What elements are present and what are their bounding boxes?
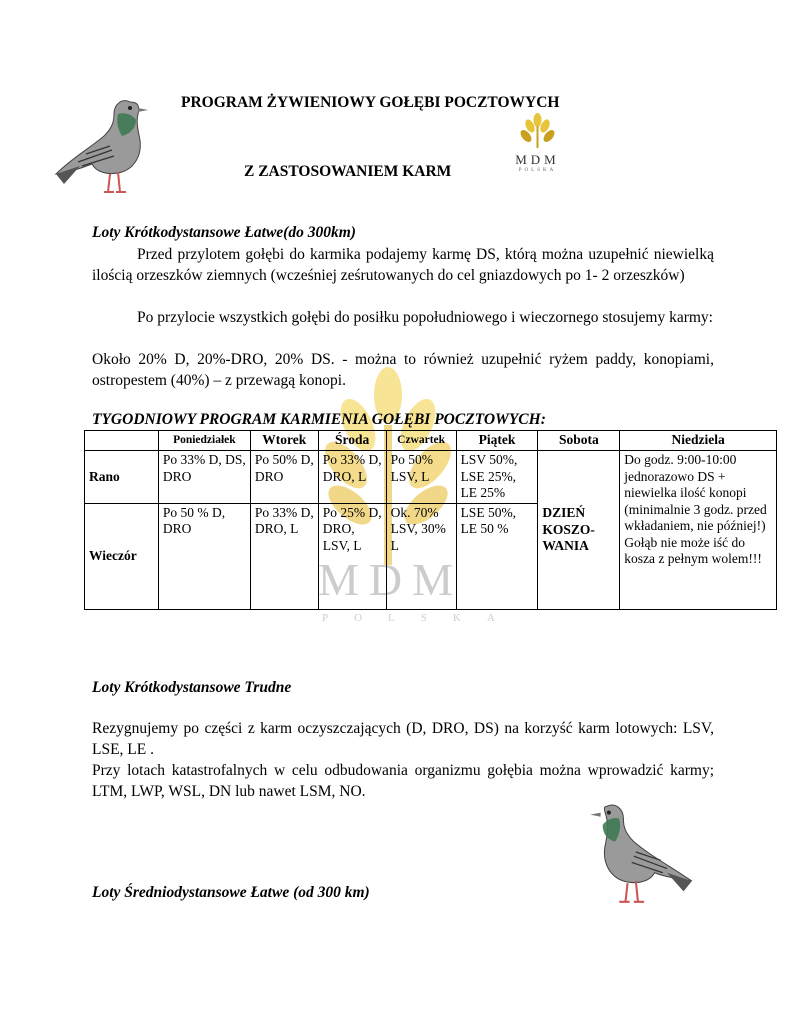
cell-wednesday-morning: Po 33% D, DRO, L xyxy=(318,451,386,504)
row-label-evening: Wieczór xyxy=(85,503,159,609)
cell-saturday-basketing: DZIEŃ KOSZO-WANIA xyxy=(538,451,620,610)
table-row-morning xyxy=(85,451,777,504)
logo-country: POLSKA xyxy=(518,168,557,173)
header-empty xyxy=(85,431,159,451)
paragraph-before-arrival: Przed przylotem gołębi do karmika podajemy karmę DS, którą można uzupełnić niewielką ilością orzeszków ziemnych (wcześniej ześrutowanych do cel gniazdowych po 1- 2 orzeszków) xyxy=(92,246,714,284)
paragraph-cleansing-feeds: Rezygnujemy po części z karm oczyszczających (D, DRO, DS) na korzyść karm lotowych: LSV, LSE, LE . xyxy=(92,720,714,758)
table-heading: TYGODNIOWY PROGRAM KARMIENIA GOŁĘBI POCZTOWYCH: xyxy=(92,411,546,428)
header-day: Niedziela xyxy=(620,431,777,451)
cell-thursday-morning: Po 50% LSV, L xyxy=(386,451,456,504)
cell-sunday: Do godz. 9:00-10:00 jednorazowo DS + niewielka ilość konopi (minimalnie 3 godz. przed wkładaniem, nie później!) Gołąb nie może iść do kosza z pełnym wolem!!! xyxy=(620,451,777,610)
mdm-logo xyxy=(510,112,565,178)
logo-brand: MDM xyxy=(515,152,560,167)
row-label-morning: Rano xyxy=(85,451,159,504)
watermark-country: POLSKA xyxy=(322,612,521,624)
cell-friday-morning: LSV 50%, LSE 25%, LE 25% xyxy=(456,451,538,504)
page-subtitle: Z ZASTOSOWANIEM KARM xyxy=(244,163,452,180)
header-day: Poniedziałek xyxy=(158,431,250,451)
header-day: Sobota xyxy=(538,431,620,451)
watermark-brand: MDM xyxy=(318,554,464,605)
paragraph-feed-mix: Około 20% D, 20%-DRO, 20% DS. - można to również uzupełnić ryżem paddy, konopiami, ostropestem (40%) – z przewagą konopi. xyxy=(92,351,714,389)
header-day: Wtorek xyxy=(250,431,318,451)
section-heading-short-easy: Loty Krótkodystansowe Łatwe(do 300km) xyxy=(92,224,356,241)
pigeon-illustration-bottom xyxy=(584,796,696,908)
header-day: Środa xyxy=(318,431,386,451)
cell-monday-morning: Po 33% D, DS, DRO xyxy=(158,451,250,504)
table-header-row xyxy=(85,431,777,451)
cell-tuesday-evening: Po 33% D, DRO, L xyxy=(250,503,318,609)
weekly-feeding-table xyxy=(84,430,777,610)
cell-friday-evening: LSE 50%, LE 50 % xyxy=(456,503,538,609)
cell-tuesday-morning: Po 50% D, DRO xyxy=(250,451,318,504)
page-title: PROGRAM ŻYWIENIOWY GOŁĘBI POCZTOWYCH xyxy=(181,94,560,111)
wheat-icon xyxy=(510,112,565,150)
section-heading-medium-easy: Loty Średniodystansowe Łatwe (od 300 km) xyxy=(92,884,370,901)
paragraph-catastrophic-flights: Przy lotach katastrofalnych w celu odbudowania organizmu gołębia można wprowadzić karmy; LTM, LWP, WSL, DN lub nawet LSM, NO. xyxy=(92,762,714,800)
cell-thursday-evening: Ok. 70% LSV, 30% L xyxy=(386,503,456,609)
header-day: Piątek xyxy=(456,431,538,451)
cell-wednesday-evening: Po 25% D, DRO, LSV, L xyxy=(318,503,386,609)
header-day: Czwartek xyxy=(386,431,456,451)
cell-monday-evening: Po 50 % D, DRO xyxy=(158,503,250,609)
section-heading-short-hard: Loty Krótkodystansowe Trudne xyxy=(92,679,292,696)
pigeon-illustration-top xyxy=(52,92,160,200)
paragraph-after-arrival: Po przylocie wszystkich gołębi do posiłku popołudniowego i wieczornego stosujemy karmy: xyxy=(137,309,713,326)
